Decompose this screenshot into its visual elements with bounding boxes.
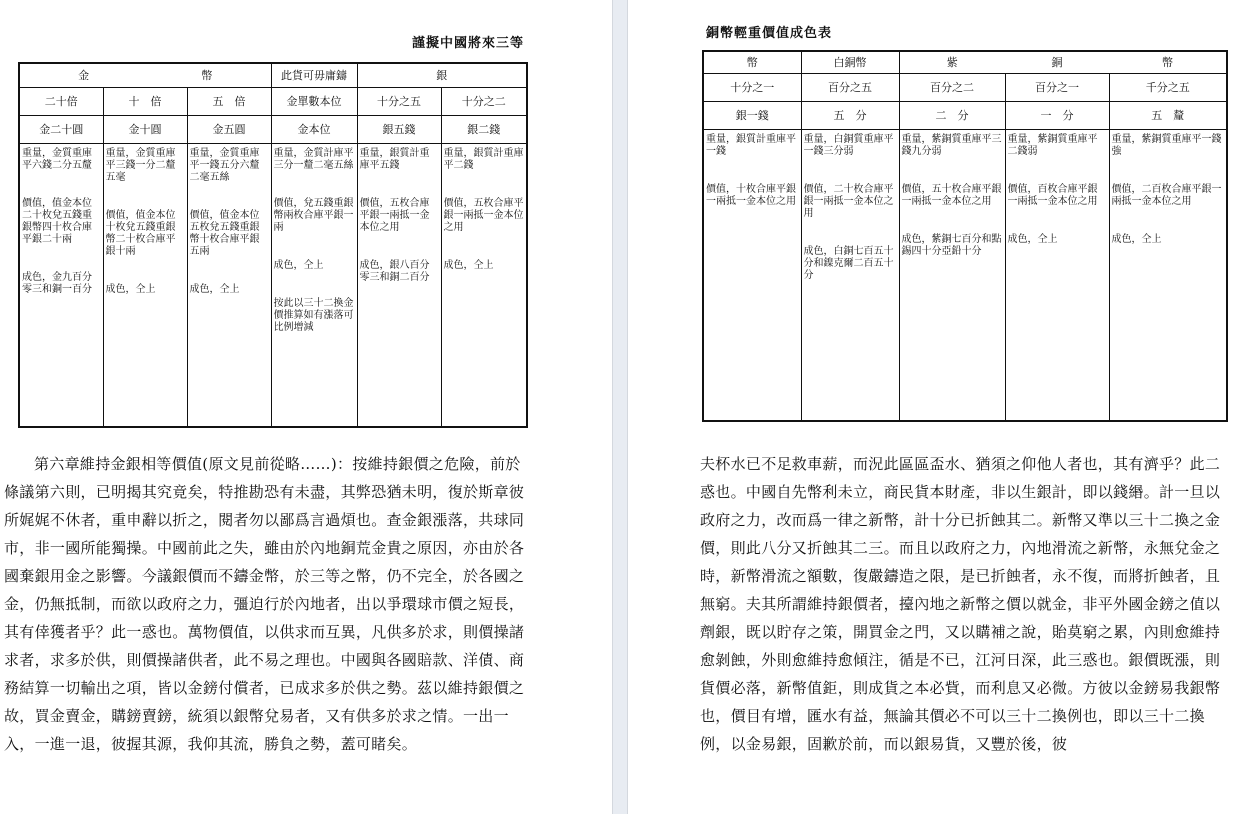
- table-cell: 金五圓: [187, 115, 271, 143]
- cell-value: 價值，值金本位二十枚兌五錢重銀幣四十枚合庫平銀二十兩: [22, 197, 92, 245]
- table-cell: 金十圓: [103, 115, 187, 143]
- table-header: 銅: [1005, 51, 1109, 73]
- cell-weight: 重量，白銅質重庫平一錢三分弱: [803, 133, 894, 157]
- cell-value: 價值，百枚合庫平銀一兩抵一金本位之用: [1007, 183, 1098, 207]
- right-page-text: [700, 450, 1228, 758]
- cell-value: 價值，兌五錢重銀幣兩枚合庫平銀一兩: [273, 197, 354, 233]
- cell-value: 價值，五枚合庫平銀一兩抵一金本位之用: [359, 197, 430, 233]
- table-cell: 一 分: [1005, 101, 1109, 129]
- table-cell: 金二十圓: [19, 115, 103, 143]
- cell-weight: 重量，紫銅質重庫平三錢九分弱: [901, 133, 1002, 157]
- cell-fineness: 成色，仝上: [189, 283, 240, 295]
- paragraph: 第六章維持金銀相等價值(原文見前從略……)：按維持銀價之危險，前於條議第六則，已明揭其究竟矣，特推勘恐有未盡，其弊恐猶未明，復於斯章彼所娓娓不休者，重申辭以折之，閱者勿以鄙爲言過煩也。查金銀漲落，共球同市，非一國所能獨操。中國前此之失，雖由於內地銅荒金貴之原因，亦由於各國棄銀用金之影響。今議銀價而不鑄金幣，於三等之幣，仍不完全，於各國之金，仍無抵制，而欲以政府之力，彊迫行於內地者，出以爭環球市價之短長，其有倖獲者乎？此一惑也。萬物價值，以供求而互異，凡供多於求，則價操諸求者，求多於供，則價操諸供者，此不易之理也。中國與各國賠款、洋債、商務結算一切輸出之項，皆以金鎊付償者，已成求多於供之勢。茲以維持銀價之故，買金賣金，購鎊賣鎊，統須以銀幣兌易者，又有供多於求之情。一出一入，一進一退，彼握其源，我仰其流，勝負之勢，蓋可睹矣。: [4, 455, 525, 753]
- cell-value: 價值，二百枚合庫平銀一兩抵一金本位之用: [1111, 183, 1222, 207]
- table-cell: 銀五錢: [357, 115, 441, 143]
- table-header-note: 此貨可毋庸鑄: [271, 63, 357, 87]
- cell-fineness: 成色，白銅七百五十分和鎳克爾二百五十分: [803, 245, 894, 281]
- table-header: 白銅幣: [801, 51, 899, 73]
- table-column-red-copper-2: [899, 129, 1005, 421]
- cell-value: 價值，二十枚合庫平銀一兩抵一金本位之用: [803, 183, 894, 219]
- cell-note: 按此以三十二換金價推算如有漲落可比例增減: [273, 297, 354, 333]
- left-page-caption: 謹擬中國將來三等: [411, 36, 524, 51]
- left-page-text: [4, 450, 526, 758]
- table-cell: 二十倍: [19, 87, 103, 115]
- cell-fineness: 成色，仝上: [273, 259, 324, 271]
- table-cell: 十分之五: [357, 87, 441, 115]
- table-header: 幣: [703, 51, 801, 73]
- cell-weight: 重量，銀質計重庫平五錢: [359, 147, 430, 171]
- table-header-gold-coin: 金 幣: [19, 63, 271, 87]
- table-cell: 五 分: [801, 101, 899, 129]
- table-cell: 金本位: [271, 115, 357, 143]
- table-column-silver-2: [441, 143, 527, 427]
- table-column-gold-10: [103, 143, 187, 427]
- table-cell: 十 倍: [103, 87, 187, 115]
- cell-value: 價值，五枚合庫平銀一兩抵一金本位之用: [443, 197, 524, 233]
- table-column-silver-5: [357, 143, 441, 427]
- table-column-silver-1qian: [703, 129, 801, 421]
- cell-weight: 重量，金質計庫平三分一釐二毫五絲: [273, 147, 354, 171]
- table-column-white-copper: [801, 129, 899, 421]
- table-header-silver: 銀: [357, 63, 527, 87]
- cell-fineness: 成色，仝上: [105, 283, 156, 295]
- table-cell: 銀一錢: [703, 101, 801, 129]
- table-column-gold-20: [19, 143, 103, 427]
- cell-weight: 重量，金質重庫平六錢二分五釐: [22, 147, 92, 171]
- cell-value: 價值，十枚合庫平銀一兩抵一金本位之用: [706, 183, 796, 207]
- gold-silver-coin-table: [18, 62, 528, 428]
- table-cell: 金單數本位: [271, 87, 357, 115]
- table-column-gold-5: [187, 143, 271, 427]
- cell-weight: 重量，紫銅質重庫平二錢弱: [1007, 133, 1098, 157]
- table-cell: 二 分: [899, 101, 1005, 129]
- right-page-caption: 銅幣輕重價值成色表: [706, 26, 833, 41]
- cell-value: 價值，值金本位五枚兌五錢重銀幣十枚合庫平銀五兩: [189, 209, 260, 257]
- table-column-red-copper-1: [1005, 129, 1109, 421]
- table-cell: 五 倍: [187, 87, 271, 115]
- cell-fineness: 成色，仝上: [1111, 233, 1162, 245]
- copper-coin-table: [702, 50, 1228, 422]
- cell-value: 價值，五十枚合庫平銀一兩抵一金本位之用: [901, 183, 1002, 207]
- cell-weight: 重量，銀質計重庫平二錢: [443, 147, 524, 171]
- cell-weight: 重量，金質重庫平一錢五分六釐二毫五絲: [189, 147, 260, 183]
- paragraph: 夫杯水已不足救車薪，而況此區區盃水、猶須之仰他人者也，其有濟乎？此二惑也。中國自先幣利未立，商民貨本財產，非以生銀計，即以錢緡。計一旦以政府之力，改而爲一律之新幣，計十分已折蝕其二。新幣又準以三十二換之金價，則此八分又折蝕其二三。而且以政府之力，內地滑流之新幣，永無兌金之時，新幣滑流之額數，復嚴鑄造之限，是已折蝕者，永不復，而將折蝕者，且無窮。夫其所謂維持銀價者，擡內地之新幣之價以就金，非平外國金鎊之值以劑銀，既以貯存之策，開買金之門，又以購補之說，貽莫窮之累，內則愈維持愈剝蝕，外則愈維持愈傾注，循是不已，江河日深，此三惑也。銀價既漲，則貨價必落，新幣值鉅，則成貨之本必貲，而利息又必微。方彼以金鎊易我銀幣也，價目有增，匯水有益，無論其價必不可以三十二換例也，即以三十二換例，以金易銀，固歉於前，而以銀易貨，又豐於後，彼: [700, 455, 1221, 753]
- table-cell: 銀二錢: [441, 115, 527, 143]
- cell-fineness: 成色，銀八百分零三和銅二百分: [359, 259, 430, 283]
- table-header: 幣: [1109, 51, 1227, 73]
- left-page: [0, 0, 612, 814]
- page-gutter: [612, 0, 628, 814]
- cell-weight: 重量，紫銅質重庫平一錢強: [1111, 133, 1222, 157]
- table-cell: 五 釐: [1109, 101, 1227, 129]
- table-cell: 十分之一: [703, 73, 801, 101]
- cell-fineness: 成色，仝上: [1007, 233, 1058, 245]
- right-page: [628, 0, 1241, 814]
- table-cell: 百分之二: [899, 73, 1005, 101]
- cell-fineness: 成色，金九百分零三和銅一百分: [22, 271, 92, 295]
- table-column-red-copper-5li: [1109, 129, 1227, 421]
- cell-fineness: 成色，紫銅七百分和點錫四十分亞鉛十分: [901, 233, 1002, 257]
- cell-weight: 重量，銀質計重庫平一錢: [706, 133, 796, 157]
- table-cell: 十分之二: [441, 87, 527, 115]
- table-cell: 千分之五: [1109, 73, 1227, 101]
- table-column-gold-unit: [271, 143, 357, 427]
- cell-fineness: 成色，仝上: [443, 259, 494, 271]
- table-cell: 百分之一: [1005, 73, 1109, 101]
- cell-weight: 重量，金質重庫平三錢一分二釐五毫: [105, 147, 176, 183]
- table-header: 紫: [899, 51, 1005, 73]
- cell-value: 價值，值金本位十枚兌五錢重銀幣二十枚合庫平銀十兩: [105, 209, 176, 257]
- table-cell: 百分之五: [801, 73, 899, 101]
